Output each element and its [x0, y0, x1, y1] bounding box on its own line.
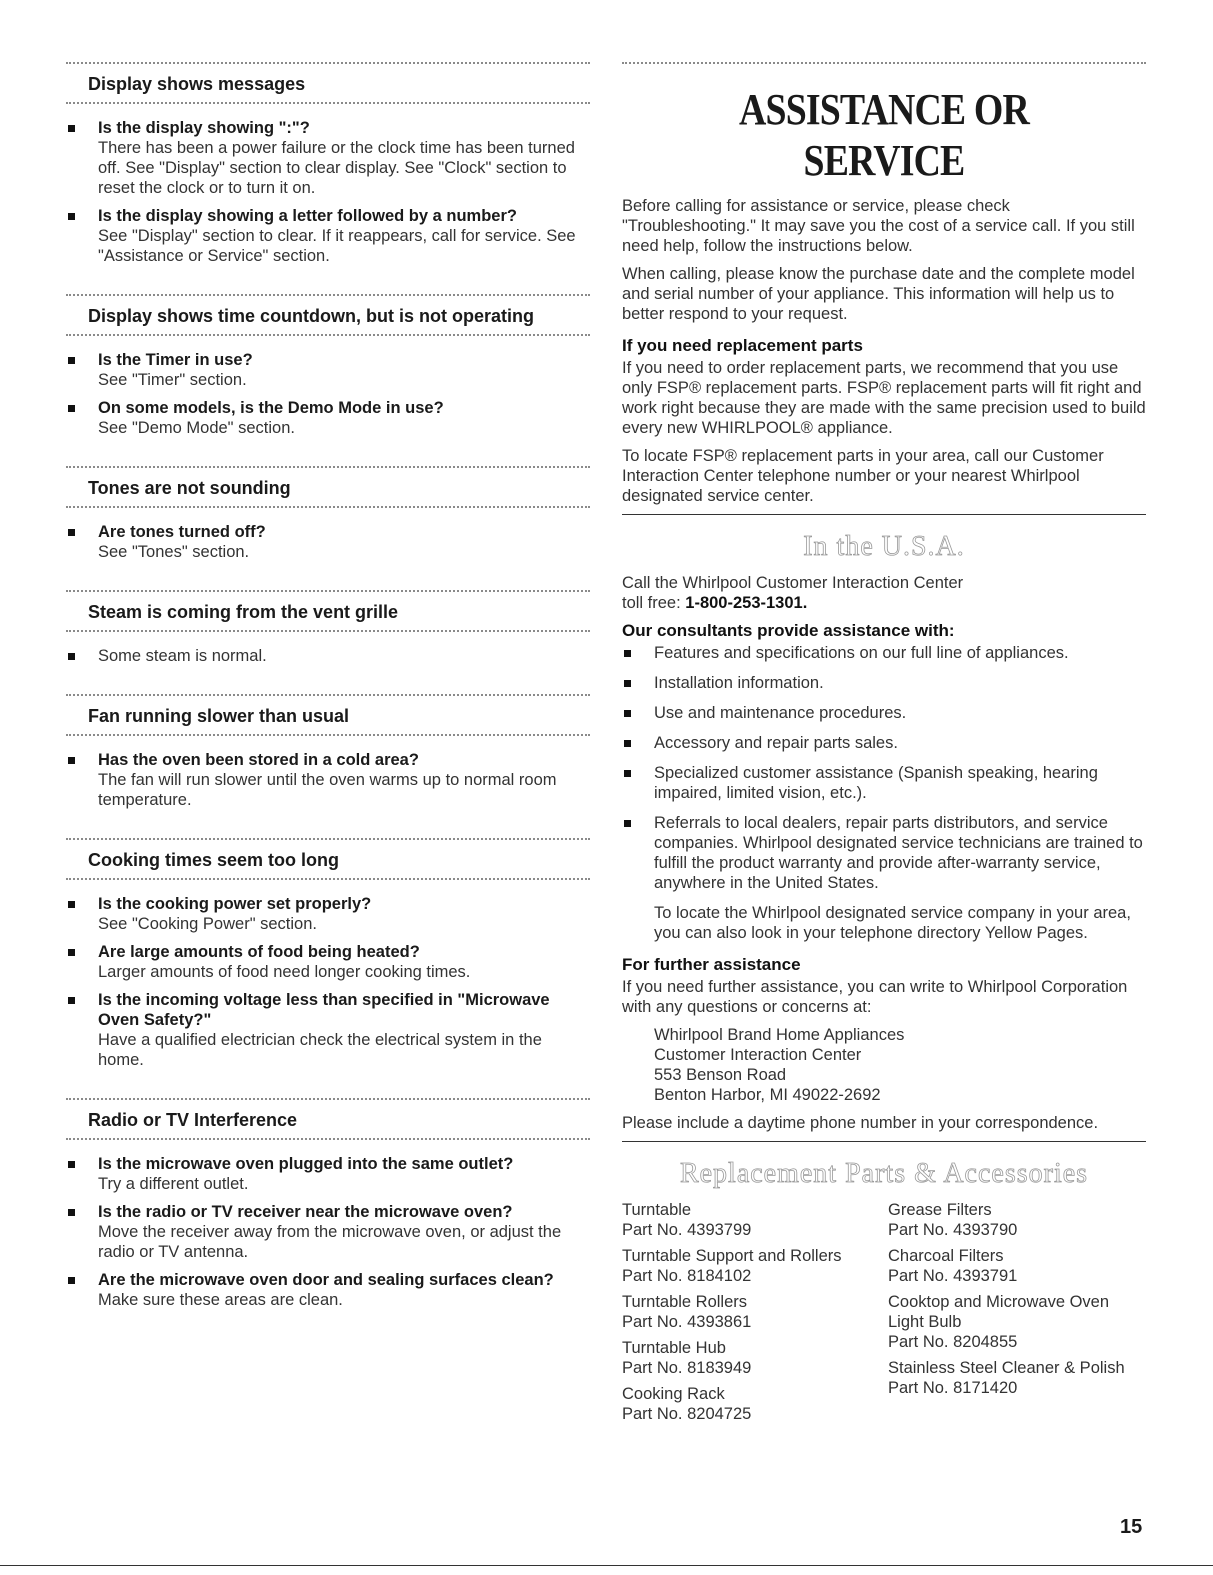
list-item	[66, 206, 590, 266]
answer: See "Demo Mode" section.	[98, 419, 295, 437]
list-item-text: Features and specifications on our full line of appliances.	[654, 644, 1069, 662]
bottom-rule	[0, 1565, 1213, 1566]
bullet-icon	[68, 213, 75, 220]
list-item-text: Specialized customer assistance (Spanish speaking, hearing impaired, limited vision, etc.).	[654, 764, 1098, 802]
question: Are the microwave oven door and sealing surfaces clean?	[98, 1271, 554, 1289]
part-entry	[622, 1292, 888, 1332]
troubleshooting-section	[66, 694, 590, 824]
list-item	[66, 350, 590, 390]
section-title: Radio or TV Interference	[66, 1100, 590, 1140]
list-item	[622, 703, 1146, 723]
divider	[622, 1141, 1146, 1142]
part-name: Charcoal Filters	[888, 1247, 1004, 1265]
question: Are tones turned off?	[98, 523, 266, 541]
troubleshooting-section	[66, 466, 590, 576]
part-entry	[622, 1246, 888, 1286]
list-item-text: Accessory and repair parts sales.	[654, 734, 898, 752]
list-item	[66, 398, 590, 438]
part-name: Turntable Rollers	[622, 1293, 748, 1311]
bullet-icon	[68, 1209, 75, 1216]
address-line: Whirlpool Brand Home Appliances	[654, 1026, 905, 1044]
section-title: Tones are not sounding	[66, 468, 590, 508]
bullet-icon	[68, 653, 75, 660]
part-number: Part No. 8184102	[622, 1267, 752, 1285]
bullet-icon	[68, 1161, 75, 1168]
part-entry	[888, 1200, 1146, 1240]
address-line: Benton Harbor, MI 49022-2692	[654, 1086, 881, 1104]
page-title: ASSISTANCE OR SERVICE	[739, 85, 1029, 185]
part-entry	[888, 1246, 1146, 1286]
list-item	[622, 733, 1146, 753]
list-item	[66, 750, 590, 810]
parts-column-left	[622, 1200, 888, 1430]
answer: The fan will run slower until the oven warms up to normal room temperature.	[98, 771, 557, 809]
question: Has the oven been stored in a cold area?	[98, 751, 419, 769]
answer: There has been a power failure or the clock time has been turned off. See "Display" section to clear display. See "Clock" section to reset the clock or to turn it on.	[98, 139, 575, 197]
top-rule	[622, 62, 1146, 64]
list-item	[66, 522, 590, 562]
list-item-text: Use and maintenance procedures.	[654, 704, 907, 722]
part-name: Cooking Rack	[622, 1385, 725, 1403]
address-line: Customer Interaction Center	[654, 1046, 862, 1064]
address-line: 553 Benson Road	[654, 1066, 787, 1084]
troubleshooting-section	[66, 62, 590, 280]
list-item	[622, 813, 1146, 893]
answer: Larger amounts of food need longer cooking times.	[98, 963, 471, 981]
consultants-list	[622, 643, 1146, 893]
bullet-icon	[624, 710, 631, 717]
bullet-icon	[68, 997, 75, 1004]
answer: Some steam is normal.	[98, 647, 267, 665]
page-number: 15	[1120, 1516, 1143, 1538]
section-title: Cooking times seem too long	[66, 840, 590, 880]
troubleshooting-column	[66, 62, 590, 1338]
further-assistance-paragraph: If you need further assistance, you can write to Whirlpool Corporation with any questions or concerns at:	[622, 978, 1128, 1016]
list-item	[66, 894, 590, 934]
question: Are large amounts of food being heated?	[98, 943, 420, 961]
part-name: Turntable Support and Rollers	[622, 1247, 842, 1265]
consultants-heading: Our consultants provide assistance with:	[622, 621, 955, 640]
section-title: Steam is coming from the vent grille	[66, 592, 590, 632]
bullet-icon	[68, 1277, 75, 1284]
part-number: Part No. 4393790	[888, 1221, 1018, 1239]
section-title: Display shows messages	[66, 64, 590, 104]
part-name: Turntable Hub	[622, 1339, 726, 1357]
replacement-paragraph-1: If you need to order replacement parts, we recommend that you use only FSP® replacement parts. FSP® replacement parts will fit right and work right because they are made with the same precision used to build every new WHIRLPOOL® appliance.	[622, 359, 1146, 437]
question: On some models, is the Demo Mode in use?	[98, 399, 444, 417]
bullet-icon	[68, 357, 75, 364]
part-name: Turntable	[622, 1201, 692, 1219]
section-title: Display shows time countdown, but is not operating	[66, 296, 590, 336]
intro-paragraph-1: Before calling for assistance or service, please check "Troubleshooting." It may save you the cost of a service call. If you still need help, follow the instructions below.	[622, 197, 1135, 255]
part-number: Part No. 8204725	[622, 1405, 752, 1423]
bullet-icon	[624, 740, 631, 747]
part-name: Cooktop and Microwave Oven Light Bulb	[888, 1293, 1110, 1331]
list-item	[66, 990, 590, 1070]
bullet-icon	[624, 680, 631, 687]
part-entry	[622, 1338, 888, 1378]
list-item	[66, 118, 590, 198]
closing-note: Please include a daytime phone number in your correspondence.	[622, 1114, 1099, 1132]
answer: See "Cooking Power" section.	[98, 915, 317, 933]
part-number: Part No. 4393791	[888, 1267, 1018, 1285]
parts-list	[622, 1200, 1146, 1430]
bullet-icon	[68, 757, 75, 764]
question: Is the cooking power set properly?	[98, 895, 372, 913]
replacement-paragraph-2: To locate FSP® replacement parts in your area, call our Customer Interaction Center telephone number or your nearest Whirlpool designated service center.	[622, 447, 1104, 505]
list-item	[66, 1202, 590, 1262]
question: Is the display showing a letter followed by a number?	[98, 207, 517, 225]
bullet-icon	[68, 405, 75, 412]
parts-column-right	[888, 1200, 1146, 1430]
part-entry	[622, 1384, 888, 1424]
part-entry	[622, 1200, 888, 1240]
part-entry	[888, 1292, 1146, 1352]
list-item	[622, 763, 1146, 803]
troubleshooting-section	[66, 1098, 590, 1324]
list-item	[66, 646, 590, 666]
bullet-icon	[624, 770, 631, 777]
answer: Move the receiver away from the microwave oven, or adjust the radio or TV antenna.	[98, 1223, 562, 1261]
answer: See "Display" section to clear. If it reappears, call for service. See "Assistance or Service" section.	[98, 227, 576, 265]
troubleshooting-section	[66, 838, 590, 1084]
replacement-parts-heading: If you need replacement parts	[622, 336, 863, 355]
answer: See "Timer" section.	[98, 371, 247, 389]
assistance-column	[622, 62, 1146, 1430]
usa-heading: In the U.S.A.	[803, 531, 965, 562]
troubleshooting-section	[66, 590, 590, 680]
toll-free-line	[622, 593, 1146, 613]
bullet-icon	[68, 529, 75, 536]
question: Is the radio or TV receiver near the microwave oven?	[98, 1203, 513, 1221]
further-assistance-heading: For further assistance	[622, 955, 801, 974]
mailing-address	[622, 1025, 1146, 1105]
question: Is the Timer in use?	[98, 351, 253, 369]
part-number: Part No. 8171420	[888, 1379, 1018, 1397]
divider	[622, 514, 1146, 515]
answer: Have a qualified electrician check the electrical system in the home.	[98, 1031, 542, 1069]
list-item	[622, 643, 1146, 663]
toll-free-label: toll free:	[622, 594, 686, 612]
answer: Make sure these areas are clean.	[98, 1291, 343, 1309]
call-line: Call the Whirlpool Customer Interaction Center	[622, 574, 964, 592]
bullet-icon	[68, 949, 75, 956]
part-number: Part No. 4393861	[622, 1313, 752, 1331]
answer: See "Tones" section.	[98, 543, 250, 561]
phone-number: 1-800-253-1301.	[685, 594, 808, 612]
list-item	[66, 942, 590, 982]
intro-paragraph-2: When calling, please know the purchase date and the complete model and serial number of your appliance. This information will help us to better respond to your request.	[622, 265, 1135, 323]
parts-heading: Replacement Parts & Accessories	[679, 1158, 1089, 1189]
locate-paragraph: To locate the Whirlpool designated service company in your area, you can also look in your telephone directory Yellow Pages.	[654, 904, 1131, 942]
list-item	[66, 1154, 590, 1194]
bullet-icon	[624, 820, 631, 827]
part-number: Part No. 8183949	[622, 1359, 752, 1377]
part-name: Stainless Steel Cleaner & Polish	[888, 1359, 1125, 1377]
troubleshooting-section	[66, 294, 590, 452]
question: Is the incoming voltage less than specified in "Microwave Oven Safety?"	[98, 991, 550, 1029]
question: Is the microwave oven plugged into the same outlet?	[98, 1155, 514, 1173]
list-item-text: Referrals to local dealers, repair parts distributors, and service companies. Whirlpool designated service technicians are trained to fulfill the product warranty and provide after-warranty service, anywhere in the United States.	[654, 814, 1143, 892]
part-name: Grease Filters	[888, 1201, 992, 1219]
question: Is the display showing ":"?	[98, 119, 310, 137]
list-item	[622, 673, 1146, 693]
list-item	[66, 1270, 590, 1310]
bullet-icon	[68, 901, 75, 908]
list-item-text: Installation information.	[654, 674, 824, 692]
section-title: Fan running slower than usual	[66, 696, 590, 736]
bullet-icon	[624, 650, 631, 657]
part-number: Part No. 8204855	[888, 1333, 1018, 1351]
answer: Try a different outlet.	[98, 1175, 249, 1193]
part-number: Part No. 4393799	[622, 1221, 752, 1239]
bullet-icon	[68, 125, 75, 132]
part-entry	[888, 1358, 1146, 1398]
